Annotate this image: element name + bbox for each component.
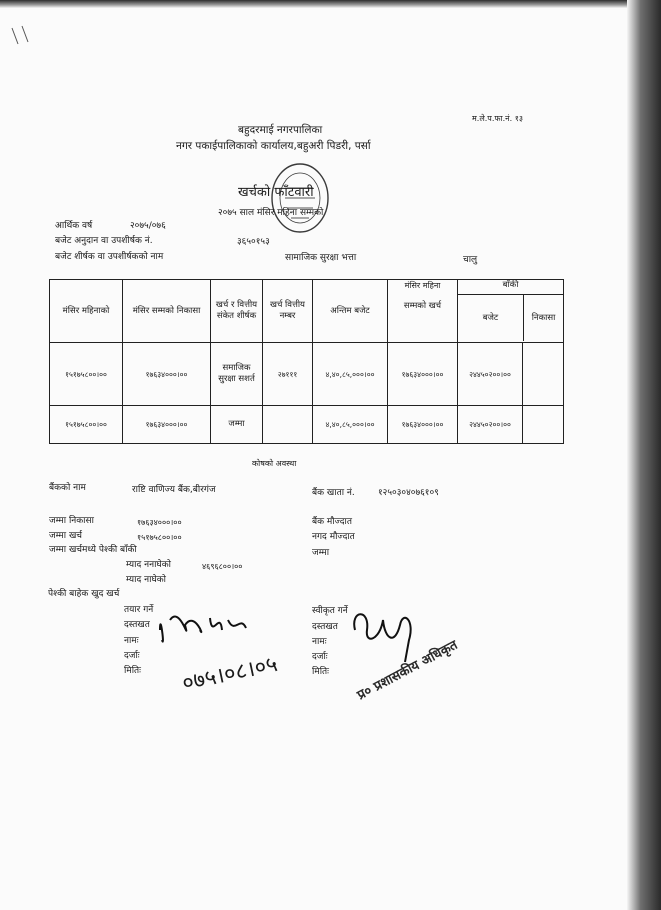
total-release-label: जम्मा निकासा xyxy=(49,516,94,526)
row-code: समाजिक सुरक्षा सशर्त xyxy=(211,343,263,406)
expired-label: म्याद नाघेको xyxy=(126,575,167,585)
expense-table xyxy=(49,279,564,444)
total-cum-expense: १७६३४०००।०० xyxy=(388,406,458,444)
form-number: म.ले.प.फा.नं. १३ xyxy=(472,114,524,123)
prepared-name-label: नामः xyxy=(124,636,139,646)
approved-title: स्वीकृत गर्ने xyxy=(312,606,348,616)
header-cum-expense: सम्मको खर्च xyxy=(403,301,442,311)
table-row xyxy=(50,343,564,406)
header-fin-no: खर्च वित्तीय नम्बर xyxy=(263,280,313,343)
handwritten-date: ०७५।०८।०५ xyxy=(180,651,280,697)
row-cumulative: १७६३४०००।०० xyxy=(123,343,211,406)
prepared-sign-label: दस्तखत xyxy=(124,620,150,630)
header-final-budget: अन्तिम बजेट xyxy=(313,280,388,343)
approved-post-label: दर्जाः xyxy=(312,652,328,662)
treasury-title: कोषको अवस्था xyxy=(252,459,297,468)
not-expired-value: ४६९६८००।०० xyxy=(202,562,243,571)
total-rem-release xyxy=(523,406,564,444)
municipality-name: बहुदरमाई नगरपालिका xyxy=(238,124,323,136)
total-rem-budget: २४४५०२००।०० xyxy=(458,406,523,444)
office-name: नगर पकाईपालिकाको कार्यालय,बहुअरी पिडरी, पर्सा xyxy=(176,140,371,152)
row-cum-expense: १७६३४०००।०० xyxy=(388,343,458,406)
cash-balance-label: नगद मौज्दात xyxy=(312,532,355,542)
budget-head-label: बजेट शीर्षक वा उपशीर्षकको नाम xyxy=(55,252,164,262)
header-month-group-label: मंसिर महिना xyxy=(404,281,441,290)
prepared-date-label: मितिः xyxy=(124,666,141,676)
other-expense-label: पेश्की बाहेक खुद खर्च xyxy=(48,589,120,599)
document-title: खर्चको फाँटवारी xyxy=(238,185,314,200)
total-fin-no xyxy=(263,406,313,444)
header-remaining xyxy=(458,280,564,343)
row-rem-budget: २४४५०२००।०० xyxy=(458,343,523,406)
row-rem-release xyxy=(523,343,564,406)
fiscal-year-label: आर्थिक वर्ष xyxy=(55,221,93,231)
header-rem-budget: बजेट xyxy=(458,295,524,341)
advance-label: जम्मा खर्चमध्ये पेश्की बाँकी xyxy=(49,545,137,555)
total-monthly: १५१७५८००।०० xyxy=(50,406,123,444)
scan-right-edge xyxy=(627,0,661,910)
prepared-post-label: दर्जाः xyxy=(124,651,140,661)
total-release-value: १७६३४०००।०० xyxy=(137,518,182,527)
bank-name-value: राष्टि वाणिज्य बैंक,बीरगंज xyxy=(132,485,216,495)
prepared-title: तयार गर्ने xyxy=(124,605,154,615)
row-fin-no: २७१११ xyxy=(263,343,313,406)
budget-head-status: चालु xyxy=(463,255,478,265)
total-expense-value: १५१७५८००।०० xyxy=(137,533,182,542)
scan-top-edge xyxy=(0,0,661,8)
header-monthly: मंसिर महिनाको xyxy=(50,280,123,343)
header-month-group xyxy=(388,280,458,343)
document-subtitle: २०७५ साल मंसिर महिना सम्मको xyxy=(218,208,324,218)
approved-name-label: नामः xyxy=(312,637,327,647)
row-final-budget: ४,४०,८५,०००।०० xyxy=(313,343,388,406)
total-final-budget: ४,४०,८५,०००।०० xyxy=(313,406,388,444)
header-cumulative: मंसिर सम्मको निकासा xyxy=(123,280,211,343)
fiscal-year-value: २०७५/०७६ xyxy=(130,221,166,231)
total-cumulative: १७६३४०००।०० xyxy=(123,406,211,444)
header-remaining-label: बाँकी xyxy=(458,280,563,295)
grant-label: बजेट अनुदान वा उपशीर्षक नं. xyxy=(55,236,153,246)
officer-stamp: प्र० प्रशासकीय अधिकृत xyxy=(355,637,461,704)
bank-balance-label: बैंक मौज्दात xyxy=(312,517,353,527)
bank-account-value: १२५०३०४०७६१०९ xyxy=(378,488,439,498)
prepared-signature xyxy=(150,600,260,660)
table-total-row xyxy=(50,406,564,444)
treasury-sum-label: जम्मा xyxy=(312,548,330,558)
total-expense-label: जम्मा खर्च xyxy=(49,531,83,541)
approved-date-label: मितिः xyxy=(312,667,329,677)
bank-account-label: बैंक खाता नं. xyxy=(312,488,355,498)
row-monthly: १५१७५८००।०० xyxy=(50,343,123,406)
budget-head-value: सामाजिक सुरक्षा भत्ता xyxy=(285,253,357,263)
header-code: खर्च र वित्तीय संकेत शीर्षक xyxy=(211,280,263,343)
bank-name-label: बैंकको नाम xyxy=(49,483,86,493)
not-expired-label: म्याद ननाघेको xyxy=(126,560,171,570)
scan-mark xyxy=(8,22,38,52)
approved-sign-label: दस्तखत xyxy=(312,622,338,632)
total-label: जम्मा xyxy=(211,406,263,444)
grant-value: ३६५०१५३ xyxy=(237,237,270,247)
header-rem-release: निकासा xyxy=(531,313,556,323)
